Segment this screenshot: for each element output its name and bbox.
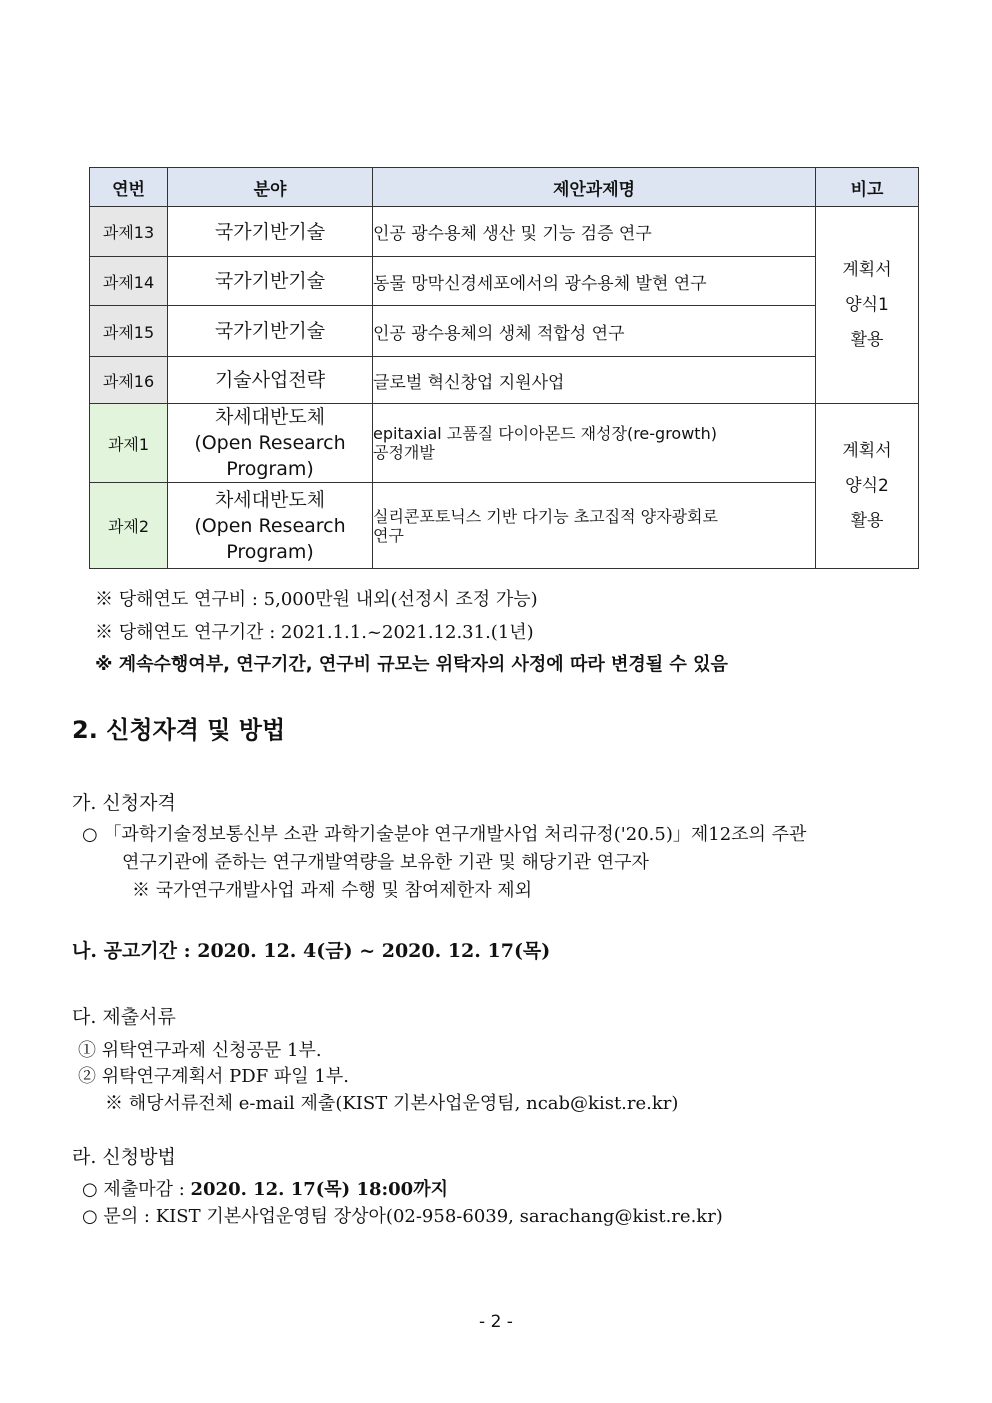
task-title: 인공 광수용체 생산 및 기능 검증 연구 bbox=[373, 207, 816, 257]
table-header-row bbox=[90, 168, 919, 207]
task-field: 국가기반기술 bbox=[168, 257, 373, 306]
qualification-heading: 가. 신청자격 bbox=[72, 792, 176, 814]
task-table bbox=[89, 167, 919, 569]
field-line: 차세대반도체 bbox=[214, 406, 326, 428]
documents-note: ※ 해당서류전체 e-mail 제출(KIST 기본사업운영팀, ncab@kist.re.kr) bbox=[105, 1093, 679, 1114]
period-heading: 나. 공고기간 : 2020. 12. 4(금) ~ 2020. 12. 17(목) bbox=[72, 940, 551, 962]
table-row bbox=[90, 257, 919, 306]
section-title: 2. 신청자격 및 방법 bbox=[72, 716, 286, 744]
task-num: 과제16 bbox=[90, 357, 168, 404]
table-row bbox=[90, 306, 919, 357]
task-num: 과제15 bbox=[90, 306, 168, 357]
deadline-line bbox=[82, 1175, 448, 1201]
deadline-value: 2020. 12. 17(목) 18:00까지 bbox=[190, 1179, 448, 1200]
field-line: (Open Research bbox=[194, 432, 346, 454]
remark-line: 양식1 bbox=[845, 294, 889, 315]
title-line: 연구 bbox=[373, 525, 404, 545]
header-num: 연번 bbox=[90, 168, 168, 207]
task-title: 인공 광수용체의 생체 적합성 연구 bbox=[373, 306, 816, 357]
remark-line: 양식2 bbox=[845, 475, 889, 496]
task-num: 과제14 bbox=[90, 257, 168, 306]
task-num: 과제13 bbox=[90, 207, 168, 257]
method-heading: 라. 신청방법 bbox=[72, 1146, 176, 1168]
task-title bbox=[373, 483, 816, 569]
note-budget: ※ 당해연도 연구비 : 5,000만원 내외(선정시 조정 가능) bbox=[95, 589, 538, 610]
field-line: (Open Research bbox=[194, 514, 346, 537]
task-title: 동물 망막신경세포에서의 광수용체 발현 연구 bbox=[373, 257, 816, 306]
task-field: 국가기반기술 bbox=[168, 207, 373, 257]
remark-group-2 bbox=[816, 404, 919, 569]
field-line: Program) bbox=[226, 540, 314, 563]
remark-line: 계획서 bbox=[842, 440, 892, 461]
title-line: 실리콘포토닉스 기반 다기능 초고집적 양자광회로 bbox=[373, 506, 718, 526]
note-period: ※ 당해연도 연구기간 : 2021.1.1.~2021.12.31.(1년) bbox=[95, 622, 534, 643]
table-row bbox=[90, 207, 919, 257]
title-line: 공정개발 bbox=[373, 443, 435, 462]
table-row bbox=[90, 357, 919, 404]
task-num: 과제1 bbox=[90, 404, 168, 483]
table-row bbox=[90, 483, 919, 569]
task-field bbox=[168, 404, 373, 483]
document-item: ① 위탁연구과제 신청공문 1부. bbox=[78, 1040, 322, 1061]
qualification-line: ○ 「과학기술정보통신부 소관 과학기술분야 연구개발사업 처리규정('20.5)」제12조의 주관 bbox=[82, 824, 807, 845]
task-title: 글로벌 혁신창업 지원사업 bbox=[373, 357, 816, 404]
documents-heading: 다. 제출서류 bbox=[72, 1006, 176, 1028]
header-title: 제안과제명 bbox=[373, 168, 816, 207]
page-number: - 2 - bbox=[479, 1312, 513, 1332]
task-field: 기술사업전략 bbox=[168, 357, 373, 404]
header-field: 분야 bbox=[168, 168, 373, 207]
field-line: 차세대반도체 bbox=[214, 488, 326, 511]
task-field: 국가기반기술 bbox=[168, 306, 373, 357]
task-field bbox=[168, 483, 373, 569]
document-item: ② 위탁연구계획서 PDF 파일 1부. bbox=[78, 1066, 349, 1087]
header-remark: 비고 bbox=[816, 168, 919, 207]
remark-line: 활용 bbox=[850, 329, 884, 350]
task-title bbox=[373, 404, 816, 483]
table-row bbox=[90, 404, 919, 483]
qualification-note: ※ 국가연구개발사업 과제 수행 및 참여제한자 제외 bbox=[132, 880, 533, 901]
remark-line: 활용 bbox=[850, 510, 884, 531]
remark-group-1 bbox=[816, 207, 919, 404]
title-line: epitaxial 고품질 다이아몬드 재성장(re-growth) bbox=[373, 424, 717, 443]
deadline-label: ○ 제출마감 : bbox=[82, 1179, 185, 1200]
task-num: 과제2 bbox=[90, 483, 168, 569]
note-change: ※ 계속수행여부, 연구기간, 연구비 규모는 위탁자의 사정에 따라 변경될 수 있음 bbox=[95, 654, 728, 675]
remark-line: 계획서 bbox=[842, 259, 892, 280]
qualification-line: 연구기관에 준하는 연구개발역량을 보유한 기관 및 해당기관 연구자 bbox=[122, 852, 649, 873]
contact-line: ○ 문의 : KIST 기본사업운영팀 장상아(02-958-6039, sarachang@kist.re.kr) bbox=[82, 1206, 723, 1227]
field-line: Program) bbox=[226, 458, 314, 480]
